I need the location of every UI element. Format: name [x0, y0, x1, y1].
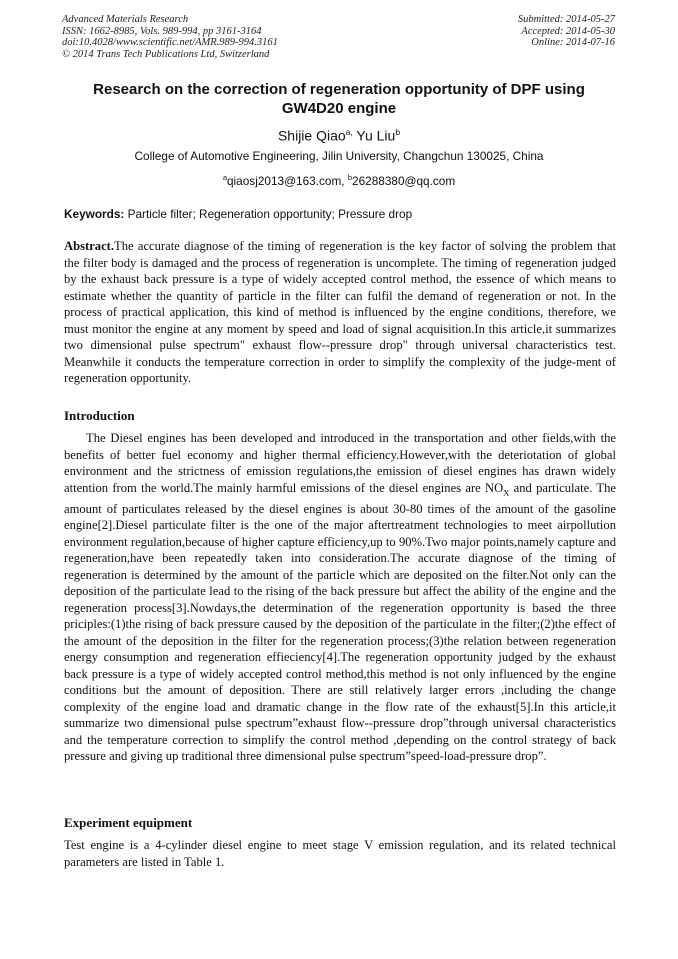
journal-info — [62, 14, 278, 60]
email-2: 26288380@qq.com — [352, 173, 456, 188]
author-2: Yu Liu — [352, 127, 396, 144]
journal-name: Advanced Materials Research — [62, 14, 189, 25]
email-1: qiaosj2013@163.com, — [227, 173, 348, 188]
paper-title: Research on the correction of regeneration opportunity of DPF using GW4D20 engine — [93, 81, 585, 117]
introduction-paragraph — [64, 430, 616, 765]
author-line — [62, 123, 616, 145]
abstract-text: The accurate diagnose of the timing of regeneration is the key factor of solving the problem that the filter body is damaged and the process of regeneration is uncomplete. The timing of regeneration judged by the exhaust back pressure is a type of widely accepted control method, the essence of which means to estimate whether the quantity of particle in the filter can fulfil the demand of regeneration or not. In the process of practical application, this kind of method is influenced by the engine conditions, therefore, we must monitor the engine at any moment by speed and load of signal acquisition.In this article,it summarizes two dimensional pulse spectrum" exhaust flow--pressure drop" through universal characteristics test. Meanwhile it conducts the temperature correction in order to simplify the complexity of the judge-ment of regeneration opportunity. — [64, 239, 616, 385]
affiliation: College of Automotive Engineering, Jilin University, Changchun 130025, China — [134, 149, 544, 163]
experiment-heading: Experiment equipment — [64, 815, 193, 830]
keywords-text: Particle filter; Regeneration opportunity; Pressure drop — [124, 207, 413, 221]
experiment-paragraph: Test engine is a 4-cylinder diesel engine to meet stage V emission regulation, and its related technical parameters are listed in Table 1. — [64, 838, 616, 869]
dates-info — [518, 14, 615, 49]
author-1-sup: a, — [345, 127, 353, 137]
submitted-date: Submitted: 2014-05-27 — [517, 14, 615, 25]
introduction-heading: Introduction — [64, 408, 135, 423]
doi-line: doi:10.4028/www.scientific.net/AMR.989-994.3161 — [62, 37, 278, 49]
email-1-sup: a — [222, 173, 227, 182]
email-2-sup: b — [347, 173, 353, 182]
intro-text-part-2: and particulate. The amount of particulates released by the diesel engines is about 30-80 times of the amount of the gasoline engine[2].Diesel particulate filter is the one of the major aftertreatment technologies to meet airpollution environment regulation,because of higher capture efficiency,up to 90%.Two major points,namely capture and regeneration,have been repeatedly taken into consideration.The accurate diagnose of the timing of regeneration is determined by the amount of the particle which are deposited on the filter.Not only can the deposition of the particulate lead to the rising of the back pressure but affect the ability of the engine and the regeneration process[3].Nowdays,the determination of the regeneration opportunity is based the three priciples:(1)the rising of back pressure caused by the deposition of the particulate in the filter;(2)the effect of the amount of the deposition in the filter for the regeneration process;(3)the relation between regeneration energy consumption and regeneration effieciency[4].The regeneration opportunity judged by the exhaust back pressure is a type of widely accepted control method,this method is not only influenced by the engine conditions but the amount of deposition. There are still relatively larger errors ,including the change complexity of the engine load and dramatic change in the flow rate of the exhaust[5].In this article,it summarize two dimensional pulse spectrum”exhaust flow--pressure drop”through universal characteristics and the temperature correction to simplify the control method ,depending on the control strategy of back pressure and giving up traditional three dimensional pulse spectrum”speed-load-pressure drop”. — [64, 480, 616, 764]
abstract-label: Abstract. — [64, 239, 115, 253]
keywords-label: Keywords: — [64, 207, 125, 221]
email-line — [62, 170, 616, 189]
author-1: Shijie Qiao — [277, 127, 346, 144]
issn-line: ISSN: 1662-8985, Vols. 989-994, pp 3161-3164 — [62, 25, 262, 37]
keywords — [64, 207, 616, 222]
abstract — [64, 238, 616, 387]
intro-subscript: X — [503, 487, 510, 498]
online-date: Online: 2014-07-16 — [531, 37, 615, 49]
accepted-date: Accepted: 2014-05-30 — [521, 25, 615, 37]
author-2-sup: b — [395, 127, 401, 137]
intro-text-part-1: The Diesel engines has been developed and introduced in the transportation and other fields,with the benefits of better fuel economy and higher thermal efficiency.However,with the deteriotation of global environment and the strictness of emission regulations,the emission of diesel engines has drawn widely attention from the world.The mainly harmful emissions of the diesel engines are NO — [64, 431, 616, 495]
copyright-line: © 2014 Trans Tech Publications Ltd, Switzerland — [62, 48, 270, 60]
